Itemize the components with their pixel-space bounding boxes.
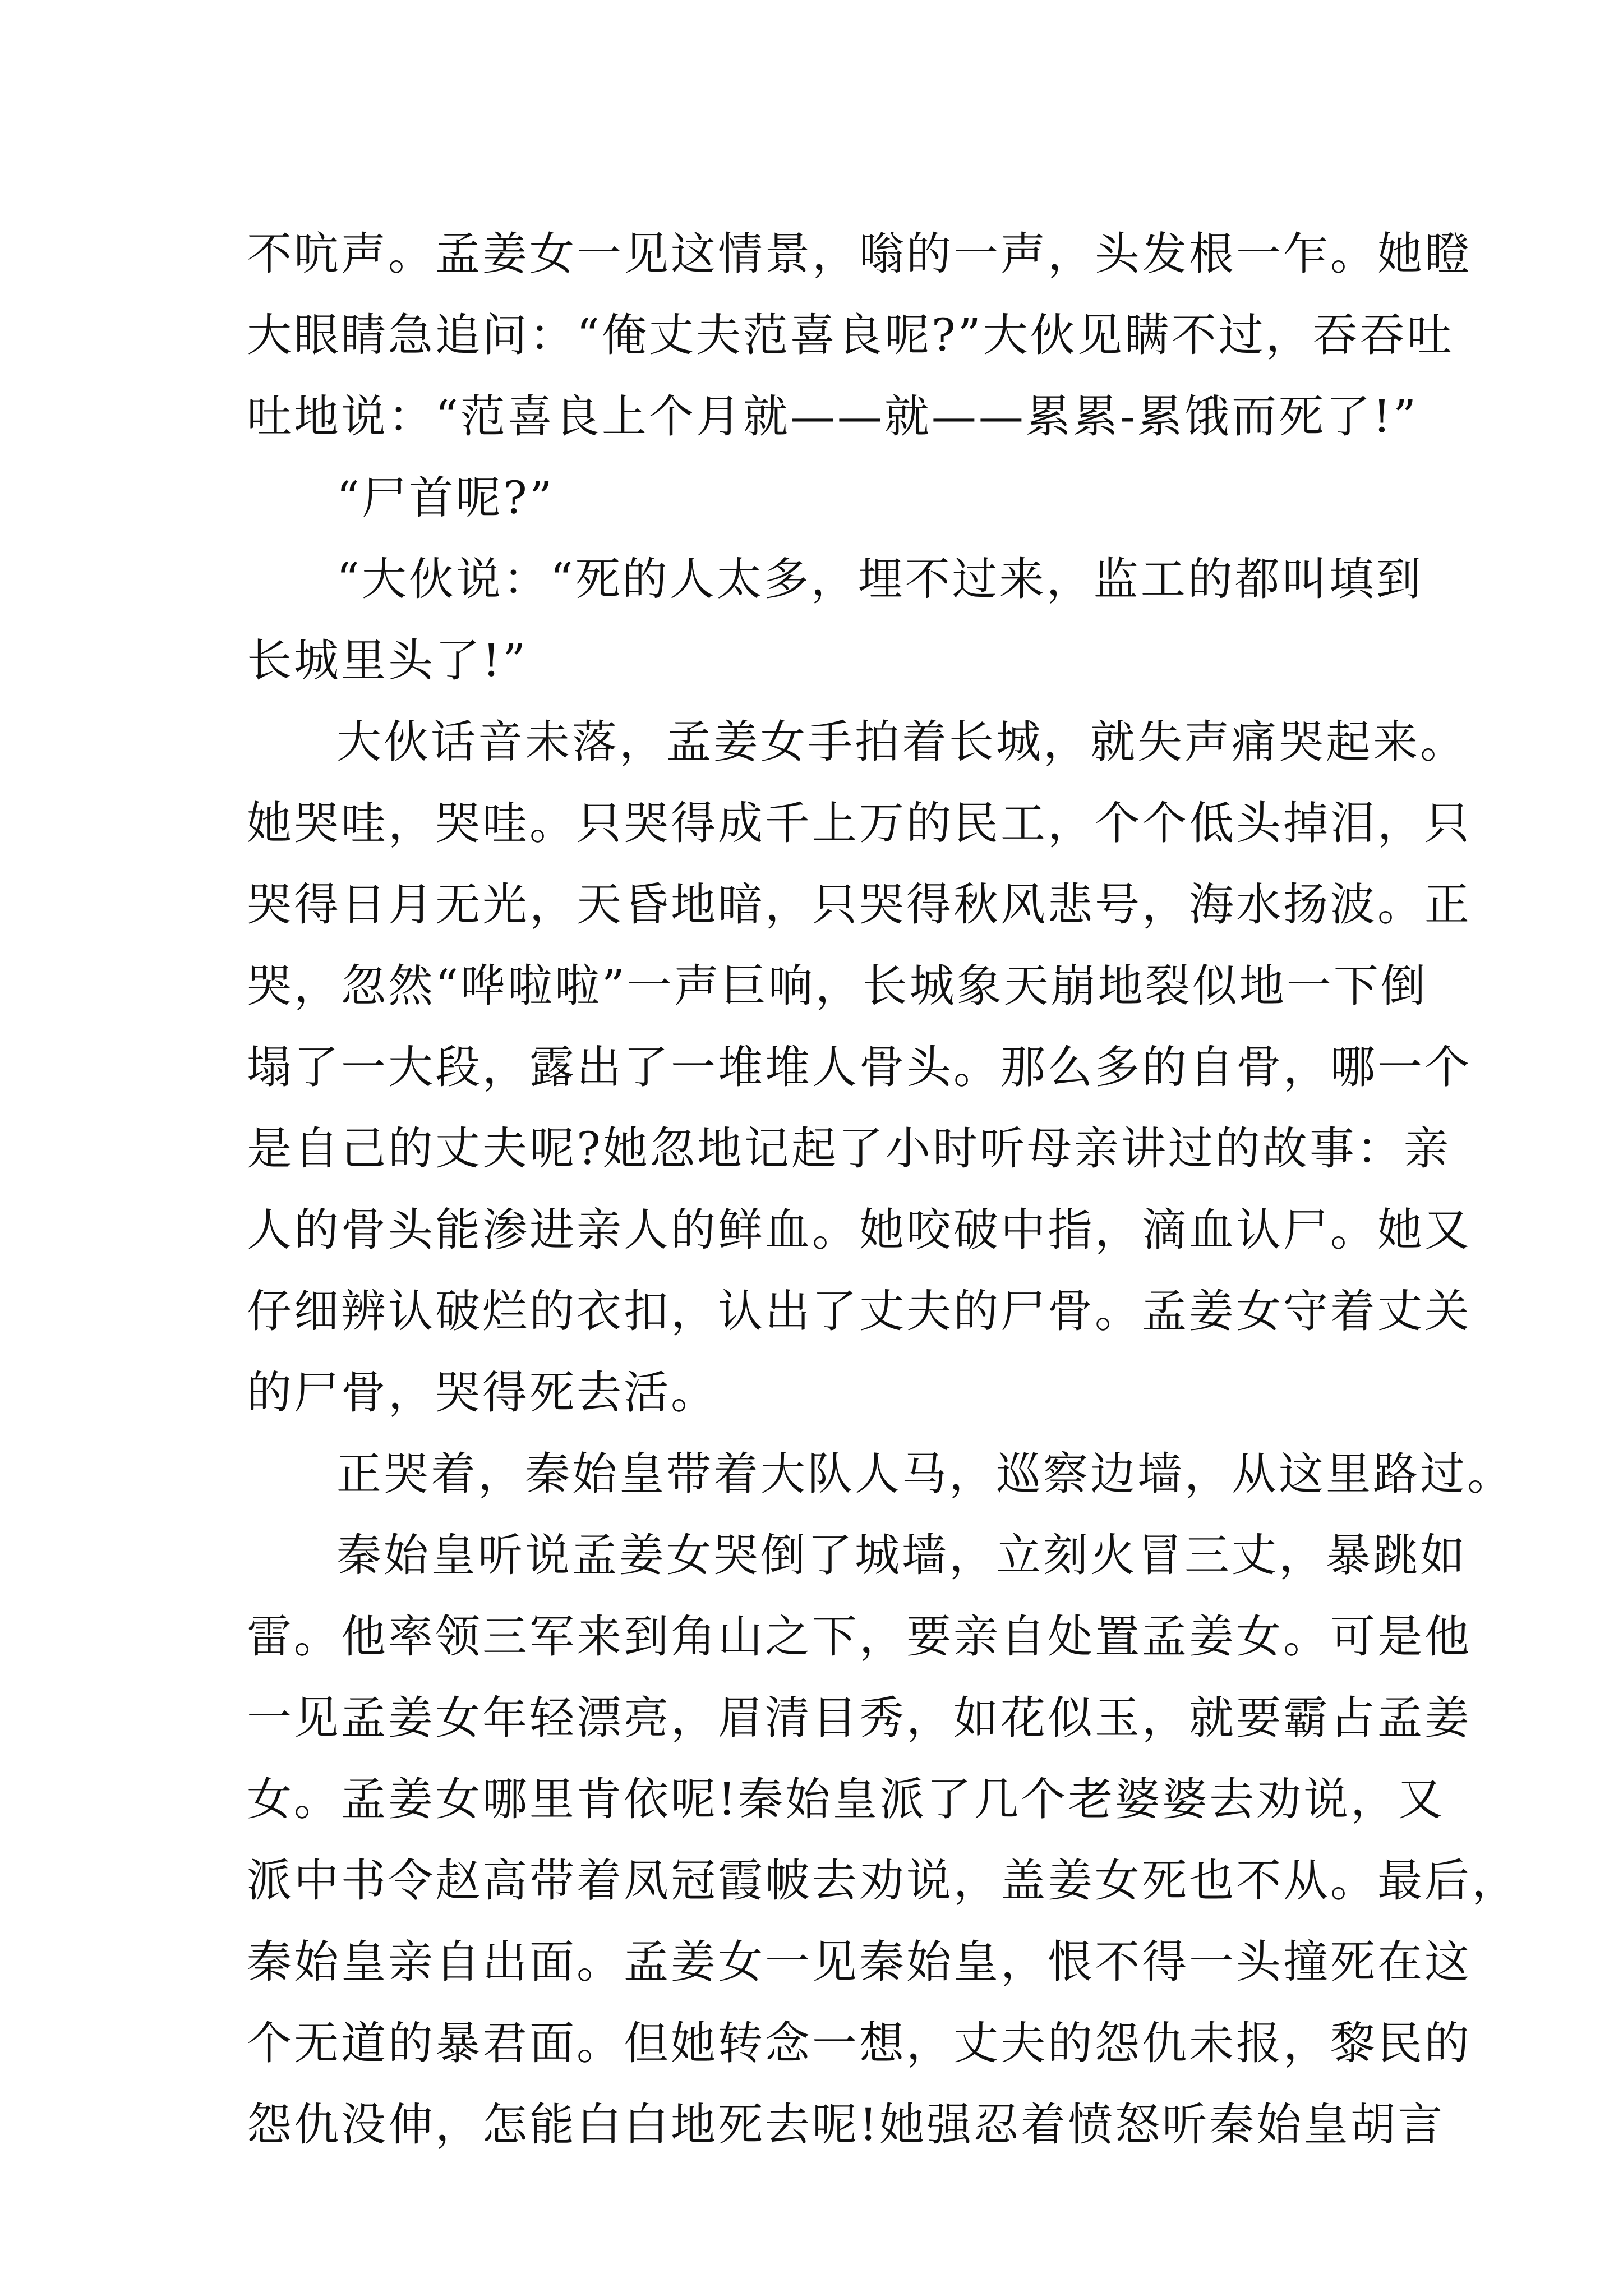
text-line: 秦始皇听说孟姜女哭倒了城墙，立刻火冒三丈，暴跳如	[336, 1529, 1467, 1581]
text-line: 个无道的暴君面。但她转念一想，丈夫的怨仇未报，黎民的	[247, 2017, 1472, 2069]
body-text	[247, 213, 1519, 2165]
text-line: 怨仇没伸，怎能白白地死去呢!她强忍着愤怒听秦始皇胡言	[247, 2099, 1445, 2151]
text-line: 是自己的丈夫呢?她忽地记起了小时听母亲讲过的故事：亲	[247, 1122, 1451, 1175]
text-line: 秦始皇亲自出面。孟姜女一见秦始皇，恨不得一头撞死在这	[247, 1936, 1472, 1988]
text-line: “尸首呢?”	[336, 472, 555, 524]
text-line: 她哭哇，哭哇。只哭得成千上万的民工，个个低头掉泪，只	[247, 797, 1472, 849]
text-line: 哭，忽然“哗啦啦”一声巨响，长城象天崩地裂似地一下倒	[247, 960, 1428, 1012]
text-line: 的尸骨，哭得死去活。	[247, 1366, 718, 1419]
text-line: 女。孟姜女哪里肯依呢!秦始皇派了几个老婆婆去劝说，又	[247, 1773, 1445, 1825]
text-line: 哭得日月无光，天昏地暗，只哭得秋风悲号，海水扬波。正	[247, 878, 1472, 931]
text-line: 派中书令赵高带着凤冠霞帔去劝说，盖姜女死也不从。最后，	[247, 1855, 1519, 1907]
text-line: 仔细辨认破烂的衣扣，认出了丈夫的尸骨。孟姜女守着丈关	[247, 1285, 1472, 1337]
text-line: 雷。他率领三军来到角山之下，要亲自处置孟姜女。可是他	[247, 1611, 1472, 1663]
text-line: 塌了一大段，露出了一堆堆人骨头。那么多的自骨，哪一个	[247, 1041, 1472, 1093]
text-line: 一见孟姜女年轻漂亮，眉清目秀，如花似玉，就要霸占孟姜	[247, 1692, 1472, 1744]
text-line: 吐地说：“范喜良上个月就——就——累累-累饿而死了!”	[247, 390, 1418, 443]
text-line: 正哭着，秦始皇带着大队人马，巡察边墙，从这里路过。	[336, 1448, 1514, 1500]
text-line: 人的骨头能渗进亲人的鲜血。她咬破中指，滴血认尸。她又	[247, 1204, 1472, 1256]
text-line: 不吭声。孟姜女一见这情景，嗡的一声，头发根一乍。她瞪	[247, 228, 1472, 280]
text-line: “大伙说：“死的人太多，埋不过来，监工的都叫填到	[336, 553, 1423, 605]
text-line: 大伙话音未落，孟姜女手拍着长城，就失声痛哭起来。	[336, 716, 1467, 768]
text-line: 长城里头了!”	[247, 634, 528, 687]
text-line: 大眼睛急追问：“俺丈夫范喜良呢?”大伙见瞒不过，吞吞吐	[247, 309, 1454, 361]
